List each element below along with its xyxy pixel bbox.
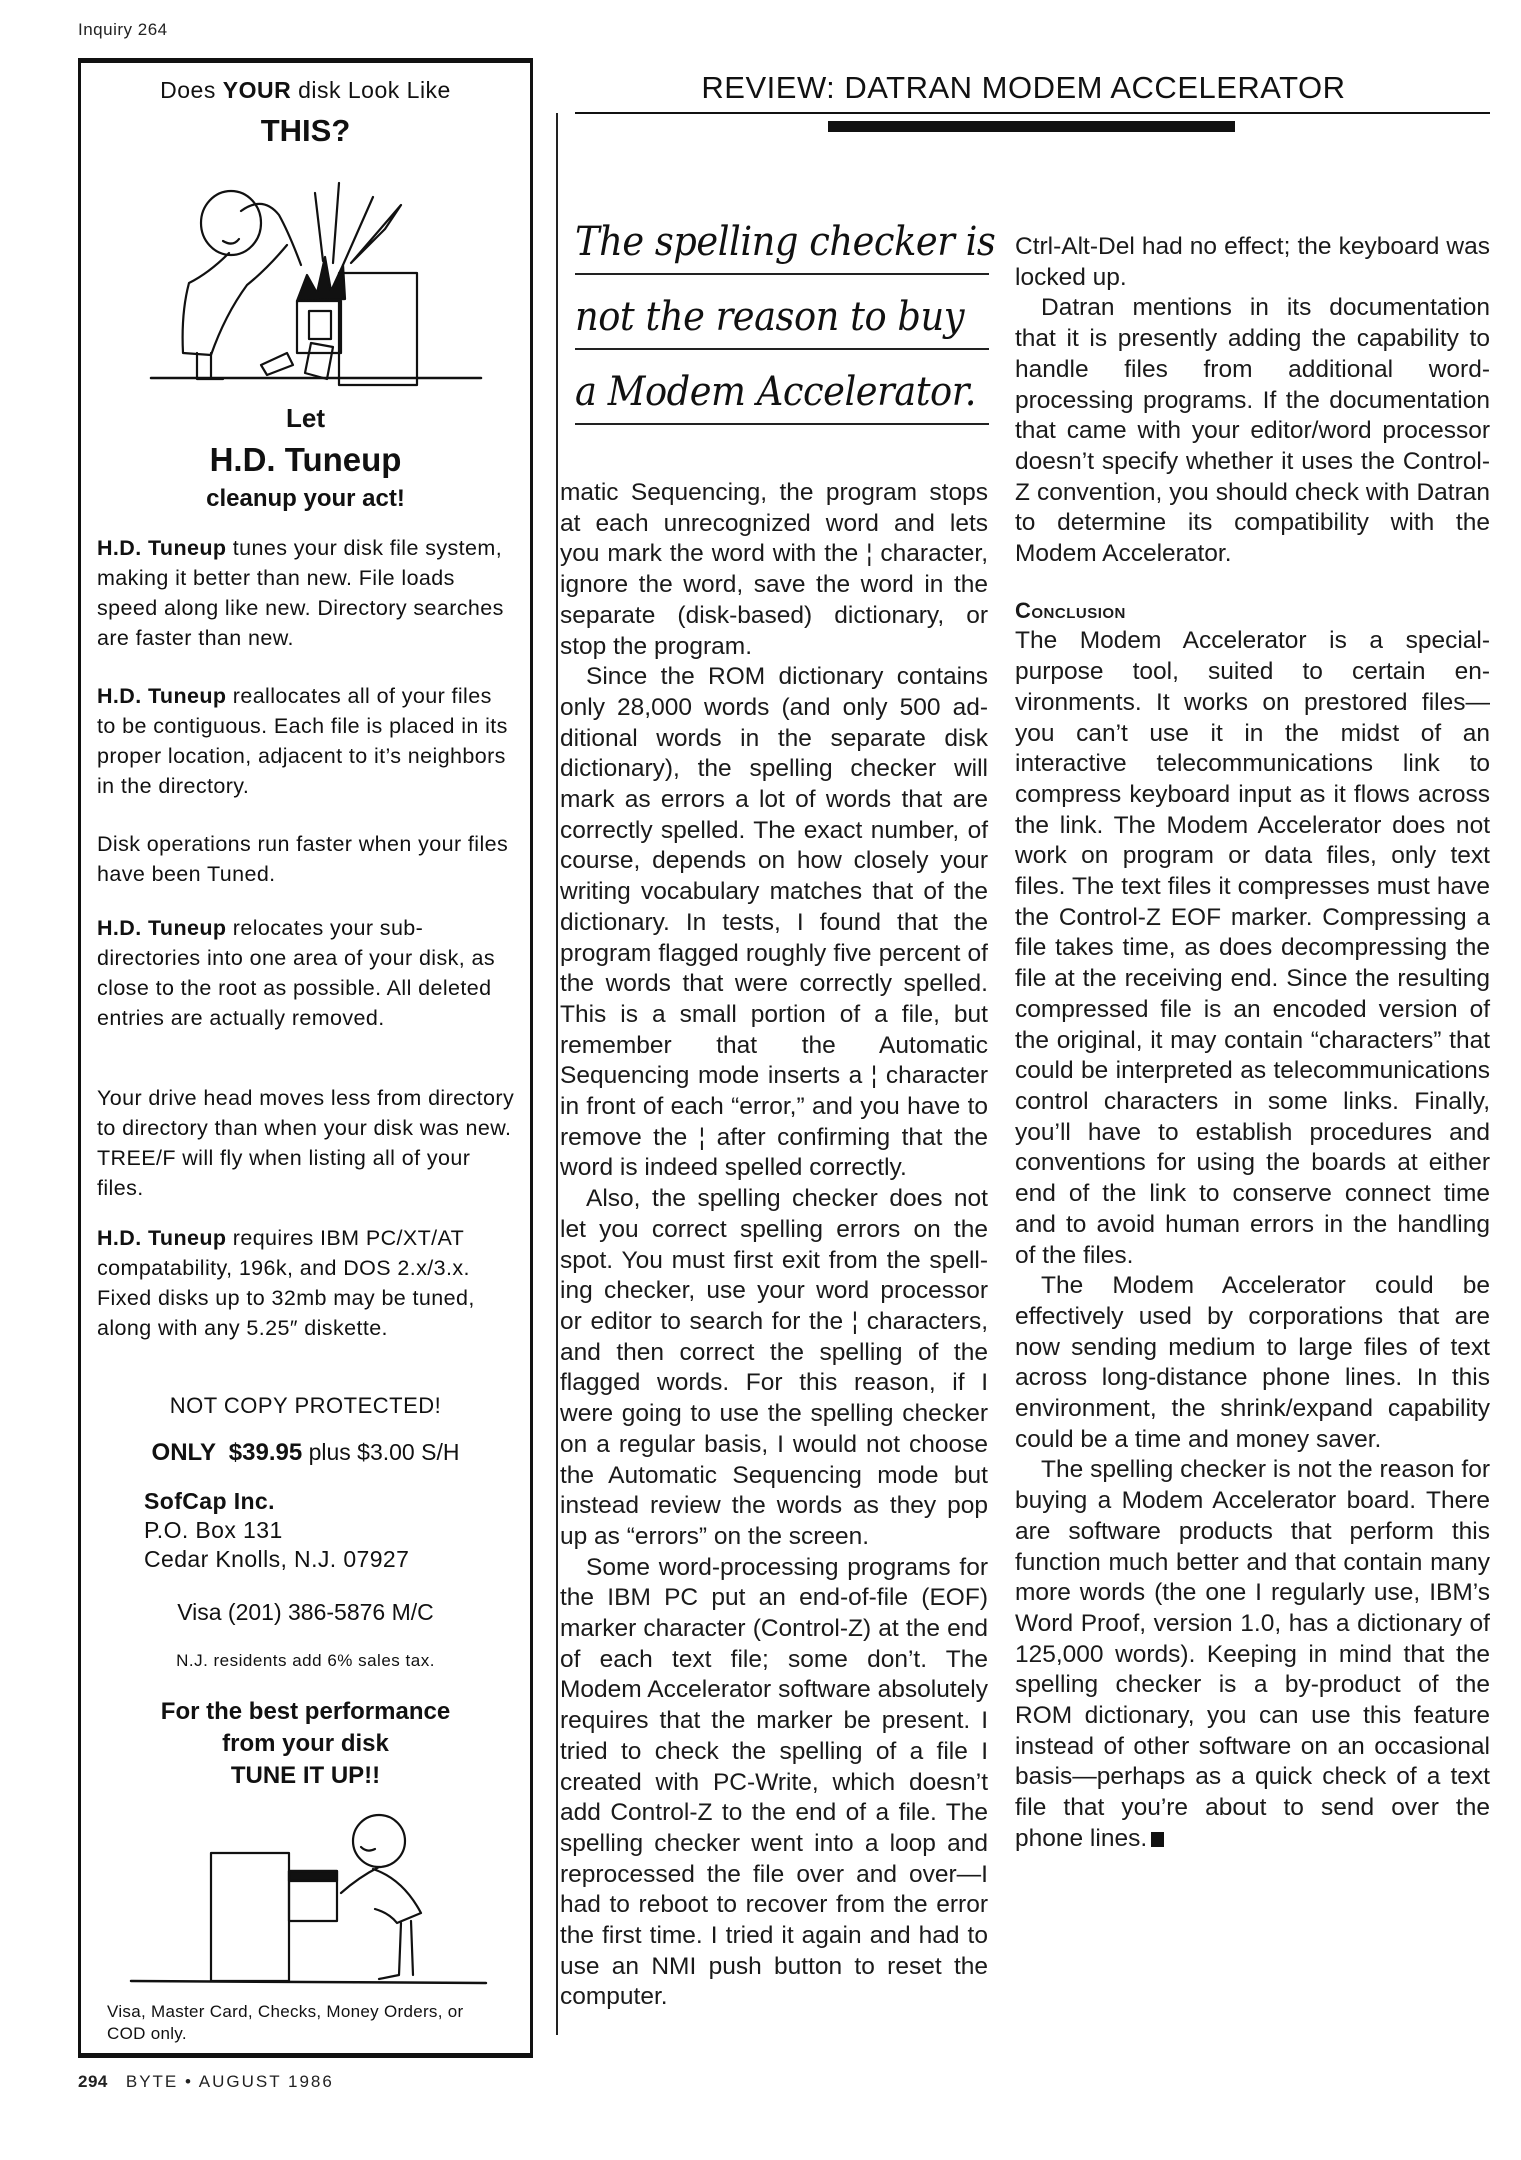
- pull-quote-line: The spelling checker is: [575, 219, 996, 265]
- ad-tagline: [81, 1696, 530, 1792]
- pull-quote-line: a Modem Accelerator.: [575, 369, 977, 415]
- article-column-middle: [560, 478, 988, 2013]
- ad-not-copy-protected: NOT COPY PROTECTED!: [169, 1393, 442, 1418]
- article-column-right: [1015, 232, 1490, 1855]
- ad-feature-paragraph: [97, 829, 515, 889]
- ad-headline-emphasis: YOUR: [222, 77, 292, 103]
- inquiry-number: Inquiry 264: [78, 20, 168, 39]
- ad-price-value: $39.95: [228, 1439, 303, 1466]
- ad-feature-text: tunes your disk file system, making it better than new. File loads speed along like new. Directory searches are faster than new.: [97, 536, 504, 650]
- frustrated-man-file-cabinet-illustration: [111, 153, 501, 403]
- happy-man-file-drawer-illustration: [111, 1813, 501, 1993]
- ad-let: Let: [286, 403, 325, 433]
- ad-headline-prefix: Does: [160, 77, 223, 103]
- file-cabinet: [339, 273, 417, 385]
- man-legs: [197, 353, 223, 379]
- ad-tax-note: N.J. residents add 6% sales tax.: [176, 1651, 435, 1670]
- man-smile: [361, 1847, 375, 1851]
- pull-quote: [575, 200, 996, 425]
- header-thick-bar: [828, 121, 1235, 132]
- end-of-article-square-icon: [1151, 1832, 1164, 1847]
- article-paragraph: Some word-processing programs for the IBM PC put an end-of-file (EOF) marker character (Control-Z) at the end of each text file; some don’t. The Modem Accelerator software absolutely requires that the marker be present. I tried to check the spelling of a file I created with PC-Write, which doesn’t add Control-Z to the end of a file. The spelling checker went into a loop and reprocessed the file over and over—I had to reboot to recover from the error the first time. I tried it again and had to use an NMI push button to reset the computer.: [560, 1553, 988, 2011]
- ad-price: [81, 1439, 530, 1467]
- man-head: [353, 1815, 405, 1867]
- paper-sheet: [309, 311, 331, 339]
- falling-paper: [261, 353, 293, 375]
- section-title: REVIEW: DATRAN MODEM ACCELERATOR: [701, 70, 1346, 105]
- ad-feature-paragraph: [97, 1223, 515, 1343]
- article-paragraph: Datran mentions in its documentation that it is presently adding the capability to handle files from additional word-processing programs. If the documentation that came with your editor/word processor doesn’t specify whether it uses the Control-Z convention, you should check with Datran to determine its compatibility with the Modem Accelerator.: [1015, 294, 1490, 568]
- ad-feature-paragraph: [97, 533, 515, 653]
- ad-company-address: [144, 1487, 409, 1574]
- flying-papers: [315, 183, 401, 265]
- ad-headline: [81, 77, 530, 104]
- pull-quote-row: [575, 350, 989, 425]
- ad-payment-methods: Visa, Master Card, Checks, Money Orders, or COD only.: [107, 2002, 464, 2043]
- ad-price-only: ONLY: [151, 1439, 216, 1466]
- ad-headline-suffix: disk Look Like: [291, 77, 451, 103]
- man-body: [341, 1867, 421, 1923]
- pull-quote-line: not the reason to buy: [575, 294, 965, 340]
- ad-headline-big: THIS?: [260, 113, 351, 148]
- column-divider: [556, 113, 558, 2035]
- ad-feature-text: reallocates all of your files to be contiguous. Each file is placed in its proper location, adjacent to it’s neighbors in the directory.: [97, 684, 508, 798]
- papers-overflow: [297, 257, 345, 301]
- header-rule: [575, 112, 1490, 114]
- article-paragraph: Since the ROM dictionary contains only 28,000 words (and only 500 additional words in the separate disk dictionary), the spelling checker will mark as errors a lot of words that are correctly spelled. The exact number, of course, depends on how closely your writing vocabulary matches that of the dictionary. In tests, I found that the program flagged roughly five percent of the words that were correctly spelled. This is a small portion of a file, but remember that the Automatic Sequencing mode inserts a ¦ character in front of each “error,” and you have to remove the ¦ after confirming that the word is indeed spelled correctly.: [560, 663, 988, 1182]
- article-paragraph: Ctrl-Alt-Del had no effect; the keyboard was locked up.: [1015, 233, 1490, 291]
- pull-quote-row: [575, 200, 996, 275]
- man-legs: [379, 1921, 413, 1979]
- conclusion-heading: Conclusion: [1015, 597, 1126, 623]
- pull-quote-row: [575, 275, 989, 350]
- article-paragraph: [1015, 1455, 1490, 1854]
- ad-product-name: H.D. Tuneup: [209, 441, 402, 478]
- man-head: [201, 191, 261, 255]
- publication-date: BYTE • AUGUST 1986: [125, 2072, 334, 2091]
- page-footer: [78, 2072, 334, 2092]
- ad-tagline-line: from your disk: [222, 1730, 389, 1757]
- article-paragraph: The Modem Accelerator could be effectively used by corporations that are now sending medium to large files of text across long-distance phone lines. In this environment, the shrink/expand capability could be a time and money saver.: [1015, 1272, 1490, 1453]
- ad-address-line: P.O. Box 131: [144, 1517, 283, 1543]
- ad-phone: Visa (201) 386-5876 M/C: [177, 1599, 434, 1625]
- ad-tagline-line: TUNE IT UP!!: [230, 1762, 381, 1789]
- page-number: 294: [78, 2072, 108, 2091]
- ad-shipping: plus $3.00 S/H: [302, 1439, 460, 1465]
- ad-slogan: cleanup your act!: [206, 485, 405, 512]
- man-arm-raised: [241, 204, 301, 265]
- ad-feature-paragraph: [97, 681, 515, 801]
- ad-address-line: Cedar Knolls, N.J. 07927: [144, 1546, 410, 1572]
- ad-tagline-line: For the best performance: [160, 1698, 451, 1725]
- ad-feature-lead: H.D. Tuneup: [97, 916, 227, 940]
- ad-feature-text: requires IBM PC/XT/AT compatability, 196k, and DOS 2.x/3.x. Fixed disks up to 32mb may be tuned, along with any 5.25″ diskette.: [97, 1226, 475, 1340]
- ad-feature-paragraph: [97, 913, 515, 1033]
- ad-feature-lead: H.D. Tuneup: [97, 684, 227, 708]
- article-paragraph-text: The spelling checker is not the reason for buying a Modem Accelerator board. There are software products that perform this function much better and that contain many more words (the one I regularly use, IBM’s Word Proof, version 1.0, has a dictionary of 125,000 words). Keeping in mind that the spelling checker is a by-product of the ROM dictionary, you can use this feature instead of other software on an occasional basis—perhaps as a quick check of a text file that you’re about to send over the phone lines.: [1015, 1456, 1490, 1852]
- man-body: [183, 245, 287, 355]
- ad-feature-paragraph: [97, 1083, 515, 1203]
- article-paragraph: The Modem Accelerator is a special-purpose tool, suited to certain environments. It works on prestored files—you can’t use it in the midst of an interactive telecommunications link to compress keyboard input as it flows across the link. The Modem Accelerator does not work on program or data files, only text files. The text files it compresses must have the Control-Z EOF marker. Compressing a file takes time, as does decompressing the file at the receiving end. Since the resulting compressed file is an encoded version of the original, it may contain “characters” that could be interpreted as telecommunications control characters in some links. Finally, you’ll have to establish procedures and conventions for using the boards at either end of the link to conserve connect time and to avoid human errors in the handling of the files.: [1015, 627, 1490, 1269]
- falling-paper: [305, 343, 333, 379]
- ad-feature-lead: H.D. Tuneup: [97, 536, 227, 560]
- ad-feature-text: Your drive head moves less from directory to directory than when your disk was new. TREE/F will fly when listing all of your files.: [97, 1086, 515, 1200]
- floor-line: [131, 1981, 486, 1983]
- ad-feature-text: relocates your sub-directories into one area of your disk, as close to the root as possible. All deleted entries are actually removed.: [97, 916, 496, 1030]
- man-mouth: [223, 239, 239, 244]
- hd-tuneup-advertisement: [78, 58, 533, 2058]
- file-cabinet: [211, 1853, 289, 1981]
- article-paragraph: Also, the spelling checker does not let you correct spelling errors on the spot. You must first exit from the spelling checker, use your word processor or editor to search for the ¦ characters, and then correct the spelling of the flagged words. For this reason, if I were going to use the spelling checker on a regular basis, I would not choose the Automatic Sequencing mode but instead review the words as they pop up as “errors” on the screen.: [560, 1185, 988, 1550]
- article-paragraph: matic Sequencing, the program stops at each unrecognized word and lets you mark the word with the ¦ character, ignore the word, save the word in the separate (disk-based) dictionary, or stop the program.: [560, 479, 988, 660]
- ad-feature-text: Disk operations run faster when your files have been Tuned.: [97, 832, 509, 886]
- drawer-files: [289, 1871, 337, 1881]
- ad-feature-lead: H.D. Tuneup: [97, 1226, 227, 1250]
- ad-company-name: SofCap Inc.: [144, 1488, 275, 1514]
